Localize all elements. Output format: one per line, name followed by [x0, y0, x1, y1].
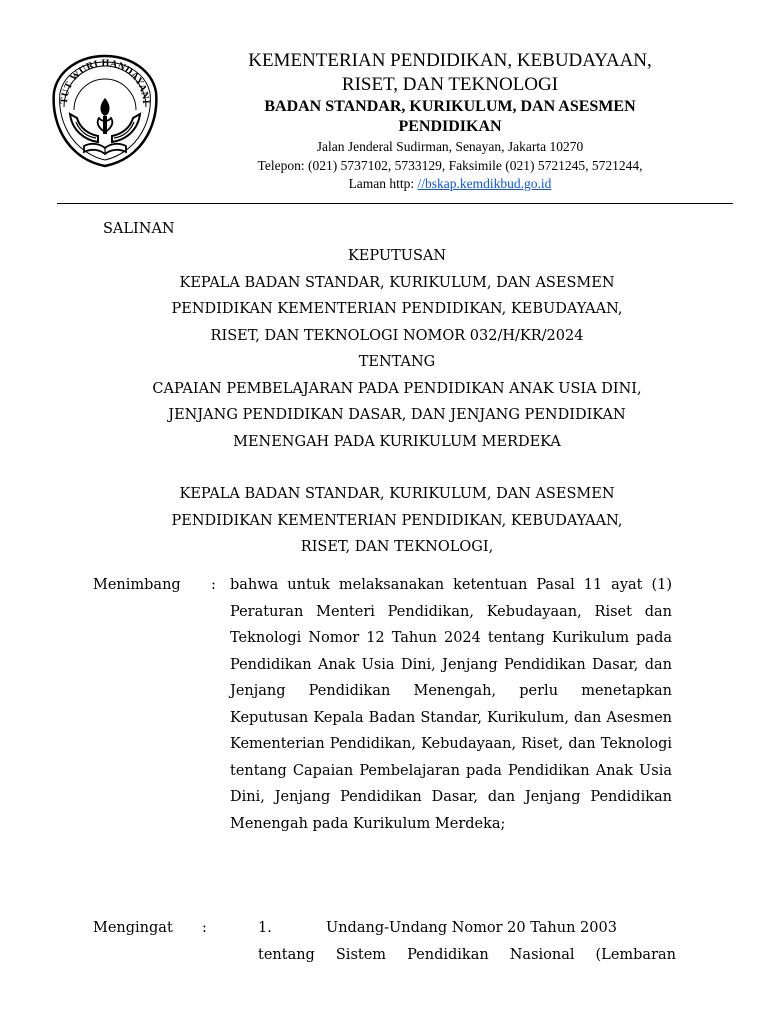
title-line: KEPUTUSAN	[347, 248, 447, 264]
issuer-line: RISET, DAN TEKNOLOGI,	[300, 539, 494, 555]
title-line: JENJANG PENDIDIKAN DASAR, DAN JENJANG PENDIDIKAN	[168, 407, 626, 423]
ministry-name-line2: RISET, DAN TEKNOLOGI	[341, 74, 559, 95]
letterhead-divider	[57, 203, 733, 204]
mengingat-colon: :	[202, 920, 207, 936]
decree-title-block	[80, 243, 714, 455]
issuer-block	[80, 481, 714, 561]
issuer-line: KEPALA BADAN STANDAR, KURIKULUM, DAN ASESMEN	[179, 486, 615, 502]
website-link[interactable]: //bskap.kemdikbud.go.id	[417, 176, 552, 191]
menimbang-text: bahwa untuk melaksanakan ketentuan Pasal 11 ayat (1) Peraturan Menteri Pendidikan, Kebudayaan, Riset dan Teknologi Nomor 12 Tahun 2024 tentang Kurikulum pada Pendidikan Anak Usia Dini, Jenjang Pendidikan Dasar, dan Jenjang Pendidikan Menengah, perlu menetapkan Keputusan Kepala Badan Standar, Kurikulum, dan Asesmen Kementerian Pendidikan, Kebudayaan, Riset, dan Teknologi tentang Capaian Pembelajaran pada Pendidikan Anak Usia Dini, Jenjang Pendidikan Dasar, dan Jenjang Pendidikan Menengah pada Kurikulum Merdeka;	[230, 577, 672, 832]
copy-label: SALINAN	[103, 221, 175, 237]
title-line: PENDIDIKAN KEMENTERIAN PENDIDIKAN, KEBUDAYAAN,	[171, 301, 623, 317]
website-prefix: Laman http:	[348, 176, 418, 191]
issuer-line: PENDIDIKAN KEMENTERIAN PENDIDIKAN, KEBUDAYAAN,	[171, 512, 623, 529]
agency-name-line1: BADAN STANDAR, KURIKULUM, DAN ASESMEN	[264, 98, 636, 115]
agency-name-line2: PENDIDIKAN	[398, 118, 502, 135]
mengingat-item-line2: tentang Sistem Pendidikan Nasional (Lembaran	[258, 947, 676, 963]
letterhead	[0, 0, 768, 205]
mengingat-label: Mengingat	[93, 920, 173, 936]
office-address: Jalan Jenderal Sudirman, Senayan, Jakarta 10270	[316, 139, 584, 154]
tut-wuri-handayani-emblem-icon	[50, 52, 160, 168]
menimbang-label: Menimbang	[93, 577, 181, 593]
ministry-name-line1: KEMENTERIAN PENDIDIKAN, KEBUDAYAAN,	[248, 50, 652, 71]
menimbang-colon: :	[211, 577, 216, 593]
title-line: CAPAIAN PEMBELAJARAN PADA PENDIDIKAN ANAK USIA DINI,	[152, 380, 642, 397]
title-line: KEPALA BADAN STANDAR, KURIKULUM, DAN ASESMEN	[179, 274, 615, 291]
mengingat-item-line1: Undang-Undang Nomor 20 Tahun 2003	[326, 920, 617, 936]
title-line: RISET, DAN TEKNOLOGI NOMOR 032/H/KR/2024	[210, 327, 584, 344]
title-line: TENTANG	[358, 354, 436, 370]
mengingat-item-number: 1.	[258, 920, 272, 936]
office-phone: Telepon: (021) 5737102, 5733129, Faksimile (021) 5721245, 5721244,	[257, 158, 643, 173]
title-line: MENENGAH PADA KURIKULUM MERDEKA	[233, 433, 561, 450]
office-website	[190, 175, 710, 193]
logo-motto: TUT WURI HANDAYANI	[58, 57, 152, 105]
